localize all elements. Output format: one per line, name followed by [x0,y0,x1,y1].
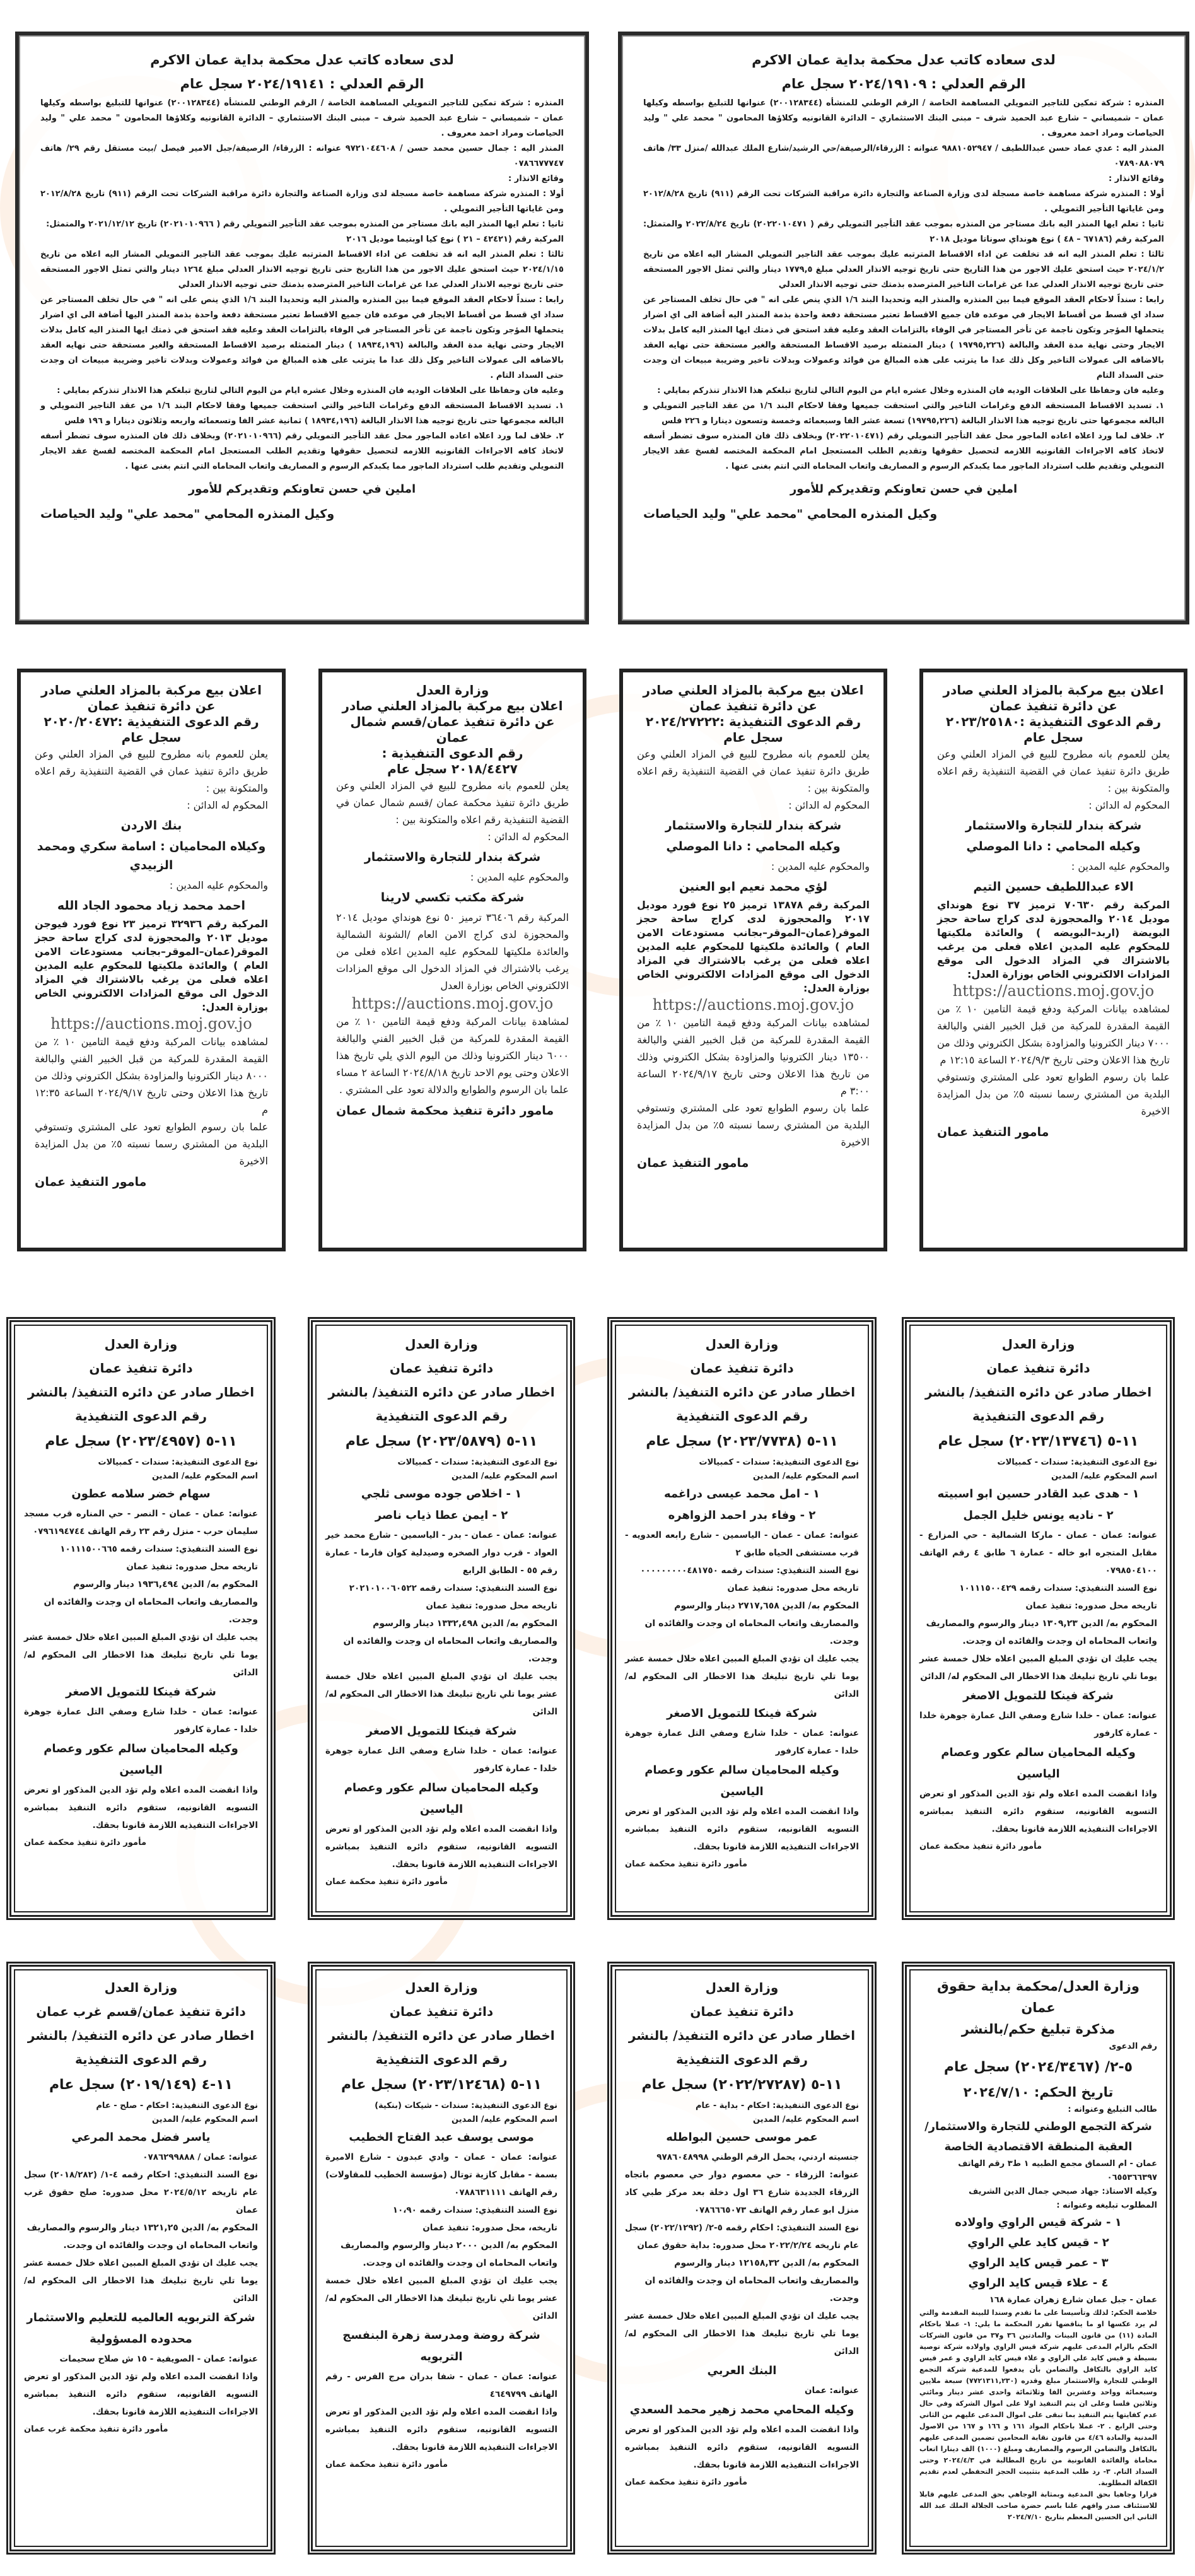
party-name: وكيله المحامي محمد زهير محمد السعدي [629,2403,854,2416]
notice-subheading: وكيله المحامي : دانا الموصلي [666,840,841,853]
auction-notice-25180 [919,669,1187,1251]
field-label: اسم المحكوم عليه/ المدين [753,2115,859,2124]
party-name: ٣ - عمر قيس كايد الراوي [968,2256,1109,2269]
judgment-amount: المحكوم به/ الدين ١٣٣٢,٤٩٨ دينار والرسوم والمصاريف واتعاب المحاماه ان وجدت والفائده ان وجدت. [343,1619,557,1664]
notice-paragraph: يعلن للعموم بانه مطروح للبيع في المزاد العلني وعن طريق دائرة تنفيذ محكمة عمان /قسم شمال عمان في القضية التنفيذية رقم اعلاه والمتكونة بين : [336,780,569,826]
execution-notice-12468 [308,1962,575,2555]
notice-paragraph: ثالثا : تعلم المنذر اليه انه قد تخلفت عن اداء الاقساط المترتبه عليك بموجب عقد التاجير التمويلي المشار اليه اعلاه من تاريخ ٢٠٢٤/١/٢ حيث استحق عليك الاجور من هذا التاريخ حتى تاريخ توجيه الانذار العدلي مبلغ ١٧٧٩,٥ دينار والتي تمثل الاجور المستحقه حتى تاريخ توجيه الانذار العدلي عدا عن غرامات التاخير المترصده بذمتك حتى توجيه الانذار العدلي [643,250,1164,290]
field-label: نوع الدعوى التنفيذية: احكام - بداية - عام [696,2101,859,2111]
notice-heading: دائرة تنفيذ عمان [986,1361,1090,1376]
auction-url-link[interactable]: https://auctions.moj.gov.jo [952,982,1155,1000]
auction-notice-27222 [619,669,887,1251]
notice-paragraph: يجب عليك ان تؤدي المبلغ المبين اعلاه خلال خمسة عشر يوما تلي تاريخ تبليغك هذا الاخطار الى المحكوم له/ الدائن [24,2258,258,2304]
notice-heading: وزارة العدل [104,1980,178,1995]
notice-subheading: وكيلاه المحاميان : اسامة سكري ومحمد الزبيدي [37,840,266,872]
notice-paragraph: عنوانه: عمان - خلدا شارع وصفي التل عمارة جوهرة خلدا - عمارة كارفور [919,1711,1157,1738]
notice-heading: رقم الدعوى التنفيذية [74,2052,207,2067]
notice-paragraph: عنوانه: عمان - الصويفية - ١٥ ش صلاح سحيمات [59,2354,258,2364]
party-name: ٢ - وفاء بدر احمد الزواهره [668,1509,816,1522]
execution-notice-27287 [607,1962,877,2555]
party-name: سهام خضر سلامه عطون [71,1487,211,1501]
notice-heading: اخطار صادر عن دائره التنفيذ/ بالنشر [628,2028,856,2043]
execution-notice-7738 [607,1317,877,1920]
party-name: ياسر فضل محمد المرعي [71,2131,211,2144]
party-name: ٤ - علاء قيس كايد الراوي [968,2276,1109,2290]
notice-heading: دائرة تنفيذ عمان [690,2004,794,2019]
notice-paragraph: واذا انقضت المده اعلاه ولم تؤد الدين المذكور او تعرض التسويه القانونيه، ستقوم دائره التنفيذ بمباشره الاجراءات التنفيذيه اللازمة قانونا بحقك. [625,2425,859,2470]
notice-heading: وزارة العدل/محكمة بداية حقوق عمان [937,1979,1140,2015]
party-name: شركة التربويه العالميه للتعليم والاستثمار محدوده المسؤولية [26,2311,255,2346]
notice-paragraph: يعلن للعموم بانه مطروح للبيع في المزاد العلني وعن طريق دائرة تنفيذ عمان في القضية التنفيذية رقم اعلاه والمتكونة بين : [637,748,870,794]
notice-heading: اخطار صادر عن دائره التنفيذ/ بالنشر [27,1385,255,1400]
notice-paragraph: واذا انقضت المده اعلاه ولم تؤد الدين المذكور او تعرض التسويه القانونيه، ستقوم دائره التنفيذ بمباشره الاجراءات التنفيذيه اللازمة قانونا بحقك. [24,1785,258,1830]
notice-heading: وزارة العدل [416,682,489,698]
notice-heading: رقم الدعوى التنفيذية : [382,746,523,761]
notice-heading: اعلان بيع مركبة بالمزاد العلني صادر عن دائرة تنفيذ عمان [41,682,262,713]
notice-paragraph: رابعا : سنداً لاحكام العقد الموقع فيما بين المنذره والمنذر اليه وتحديدا البند ١/٦ الذي ينص على انه " في حال تخلف المستاجر عن سداد اي قسط من أقساط الايجار في موعده فان جميع الاقساط تعتبر مستحقة دفعة واحدة بذمة المنذر اليه أضافة الى اي اضرار يتحملها المؤجر وتكون ناجمة عن تأخر المستاجر في الوفاء بالتزامات العقد وعليه فقد استحق في ذمتك ايها المنذر اليه كامل بدلات الايجار وحتى نهاية مدة العقد والبالغة (١٩٧٩٥,٢٢٦ ) دينار المتمثله برصيد الاقساط المستحقة والغير مستحقة حتى نهايه العقد بالاضافه الى عمولات التاخير وكل ذلك عدا ما يترتب على هذه المبالغ من فوائد وعمولات وبدلات تاخير وضريبة مبيعات ان وجدت حتى السداد التام [643,295,1164,380]
notice-paragraph: لمشاهده بيانات المركبة ودفع قيمة التامين ١٠ ٪ من القيمة المقدرة للمركبة من قبل الخبير الفني والبالغة ٧٠٠٠ دينار الكترونيا والمزاودة بشكل الكتروني وذلك من تاريخ هذا الاعلان وحتى تاريخ ٢٠٢٤/٩/٣ الساعة ١٢:١٥ م [937,1003,1170,1066]
notice-heading: رقم الدعوى التنفيذية :٢٠٢٤/٢٧٢٢٢ سجل عام [645,714,861,745]
execution-notice-149 [6,1962,276,2555]
notice-heading: وزارة العدل [705,1337,779,1352]
notice-paragraph: عنوانه: عمان [804,2386,859,2396]
party-name: ١ - امل محمد عيسى دراغمه [664,1487,820,1501]
party-label: المحكوم له الدائن : [487,831,569,843]
notice-subheading: الاء عبداللطيف حسين التيم [973,880,1134,894]
notice-paragraph: ٢. خلاف لما ورد اعلاه اعاده الماجور محل عقد التأجير التمويلي رقم (٢٠٢٢٠١٠٤٧١) وبخلاف ذلك فان المنذره سوف تضطر أسفه لاتخاذ كافه الاجراءات القانونيه اللازمه لتحصيل حقوقها وتقديم الطلب المستعجل امام المحكمة المختصه لفسخ عقد الايجار التمويلي وتقديم طلب استرداد الماجور مما يكبدكم الرسوم و المصاريف واتعاب المحاماه التي انتم بغنى عنها . [643,431,1164,471]
party-name: ١ - هدى عبد القادر حسين ابو اسبيته [937,1487,1140,1501]
notice-heading: رقم الدعوى التنفيذية :٢٠٢٣/٢٥١٨٠ سجل عام [945,714,1162,745]
judgment-summary: خلاصة الحكم: لذلك وتأسيسا على ما تقدم وسندا للبينة المقدمة والتي لم يرد عكسها او ما يناقضها تقرر المحكمة ما يلي: ١- عملا باحكام المادة (١١) من قانون البينات والمادتين ٣٦ و٣٧ من قانون الشركات الحكم بالزام المدعى عليهم شركة قيس الراوي واولاده شركة توصية بسيطة و قيس كايد علي الراوي و علاء قيس كايد الراوي و عمر قيس كايد الراوي بالتكافل والتضامن بأن يدفعوا للمدعية شركة التجمع الوطني للتجارة والاستثمار مبلغ وقدره (٧٧٢١٣١١,٢٣٠) سبعة ملايين وسبعمائة وواحد وعشرين الفا وثلاثمائة واحدى عشر دينار ومائتي وثلاثين فلسا وعلى ان يتم التنفيذ اولا على اموال الشركة وفي حال عدم كفايتها يتم التنفيذ بما تبقى على اموال المدعى عليهم من الثاني وحتى الرابع . ٢- عملا باحكام المواد ١٦١ و ١٦٦ و ١٦٧ من الاصول المدنية والمادة ٤/٤٦ من قانون نقابة المحامين تضمين المدعى عليهم بالتكافل والتضامن الرسوم والمصاريف ومبلغ (١٠٠٠) الف دينارا اتعاب محاماة والفائدة القانونية من تاريخ المطالبة في ٢٠٢٤/٤/٣ وحتى السداد التام. ٣- رد طلب المدعية بتثبيت الحجز التحفظي لعدم تقديم الكفالة المطلوبة. [919,2309,1158,2487]
notice-paragraph: واذا انقضت المده اعلاه ولم تؤد الدين المذكور او تعرض التسويه القانونيه، ستقوم دائره التنفيذ بمباشره الاجراءات التنفيذيه اللازمة قانونا بحقك. [919,1789,1157,1834]
signature-line: مأمور دائرة تنفيذ محكمة عمان [625,1859,747,1869]
notice-heading: وزارة العدل [104,1337,178,1352]
party-name: وكيله المحاميان سالم عكور وعصام الياسين [44,1742,238,1777]
notice-subheading: احمد محمد زياد محمود الجاد الله [57,899,246,913]
field-label: عمان - ام السماق مجمع الطبيه ١ ط٣ رقم الهاتف ٠٦٥٥٣٦٦٣٩٧ [958,2159,1157,2182]
notice-paragraph: أولا : المنذره شركة مساهمة خاصة مسجلة لدى وزارة الصناعة والتجارة دائرة مراقبة الشركات تحت الرقم (٩١١) تاريخ ٢٠١٢/٨/٢٨ ومن غاياتها التأجير التمويلي . [643,189,1165,214]
notice-paragraph: يجب عليك ان تؤدي المبلغ المبين اعلاه خلال خمسة عشر يوما تلي تاريخ تبليغك هذا الاخطار الى المحكوم له/ الدائن [325,2276,557,2321]
field-label: وكيله الاستاذ: جهاد صبحي جمال الدين الشريف [969,2187,1157,2196]
notice-heading: رقم الدعوى التنفيذية [675,2052,808,2067]
notice-paragraph: يعلن للعموم بانه مطروح للبيع في المزاد العلني وعن طريق دائرة تنفيذ عمان في القضية التنفيذية رقم اعلاه والمتكونة بين : [35,748,268,794]
auction-url-link[interactable]: https://auctions.moj.gov.jo [652,996,854,1014]
notice-subheading: ١١-٥ (٢٠٢٣/١٣٧٤٦) سجل عام [938,1434,1139,1449]
notice-paragraph: واذا انقضت المده اعلاه ولم تؤد الدين المذكور او تعرض التسويه القانونيه، ستقوم دائره التنفيذ بمباشره الاجراءات التنفيذيه اللازمة قانونا بحقك. [325,1824,557,1870]
notice-subheading: شركة مكتب تكسي لارينا [380,891,525,905]
notice-heading: اعلان بيع مركبة بالمزاد العلني صادر عن دائرة تنفيذ عمان [643,682,864,713]
notary-warning-notice-19109 [618,32,1189,624]
notice-paragraph: تاريخه محل صدوره: تنفيذ عمان [727,1583,859,1593]
field-label: رقم الدعوى [1109,2042,1157,2051]
notice-paragraph: المركبة رقم (٤٢٤٢١ – ٢١ ) نوع كيا اوبتيما موديل ٢٠١٦ [346,235,564,244]
vehicle-description: المركبة رقم ٣٢٩٣٦ ترميز ٢٣ نوع فورد فيوجن موديل ٢٠١٣ والمحجوزة لدى كراج ساحة حجز الموقر(عمان–الموقر–بجانب مستودعات الامن العام ) والعائدة ملكيتها للمحكوم عليه المدين اعلاه فعلى من يرغب بالاشتراك في المزاد الدخول الى موقع المزادات الالكتروني الخاص بوزارة العدل: [35,918,268,1013]
notice-paragraph: المنذر اليه : جمال حسين محمد حسن / ٩٧٢١٠٤٤٦٠٨ عنوانه : الزرقاء/ الرصيفة/جبل الامير فيصل /بيت مستقل رقم ٢٩/ هاتف ٠٧٨٦٦٧٧٧٤٧ [40,144,564,168]
party-label: المحكوم له الدائن : [187,799,268,811]
notice-paragraph: عنوانه: عمان - خلدا شارع وصفي التل عمارة جوهرة خلدا - عمارة كارفور [325,1746,557,1774]
field-label: اسم المحكوم عليه/ المدين [452,1472,557,1481]
notice-paragraph: وقائع الانذار : [508,174,564,184]
party-label: والمحكوم عليه المدين : [1071,860,1170,872]
notice-paragraph: ثالثا : تعلم المنذر اليه انه قد تخلفت عن اداء الاقساط المترتبه عليك بموجب عقد التاجير التمويلي المشار اليه اعلاه من تاريخ ٢٠٢٤/١/١٥ حيث استحق عليك الاجور من هذا التاريخ حتى تاريخ توجيه الانذار العدلي مبلغ ١٢٦٤ دينار والتي تمثل الاجور المستحقه حتى تاريخ توجيه الانذار العدلي عدا عن غرامات التاخير المترصده بذمتك حتى توجيه الانذار العدلي [40,250,564,290]
judgment-amount: المحكوم به/ الدين ١٩٣٦,٤٩٤ دينار والرسوم والمصاريف واتعاب المحاماه ان وجدت والفائده ان وجدت. [44,1579,258,1625]
notice-paragraph: عنوانه: عمان - عمان - بدر - الياسمين - شارع محمد خير العواد - قرب دوار الصخره وصيدلية كوان فارما - عمارة رقم ٥٥ - الطابق الرابع [325,1530,557,1576]
signature-line: مأمور دائرة تنفيذ محكمة عمان [325,1877,448,1887]
notice-paragraph: ثانيا : تعلم ايها المنذر اليه بانك مستاجر من المنذره بموجب عقد التأجير التمويلي رقم ( ٢٠٢٢٠١٠٤٧١) تاريخ ٢٠٢٢/٨/٢٤ والمتمثل: المركبة رقم (٦٧١٨٦ – ٤٨ ) نوع هونداي سوناتا موديل ٢٠١٨ [643,220,1164,244]
notice-paragraph: يجب عليك ان تؤدي المبلغ المبين اعلاه خلال خمسة عشر يوما تلي تاريخ تبليغك هذا الاخطار الى المحكوم له/ الدائن [625,1654,859,1699]
notice-heading: اخطار صادر عن دائره التنفيذ/ بالنشر [328,2028,555,2043]
signature-line: وكيل المنذره المحامي "محمد علي" وليد الحياصات [643,507,938,521]
party-label: المحكوم له الدائن : [1088,799,1170,811]
party-name: وكيله المحاميان سالم عكور وعصام الياسين [344,1781,539,1816]
notice-heading: وزارة العدل [705,1980,779,1995]
notice-heading: دائرة تنفيذ عمان [690,1361,794,1376]
notice-subheading: شركة بندار للتجارة والاستثمار [665,819,842,833]
field-label: نوع الدعوى التنفيذية: سندات - كمبيالات [997,1458,1157,1467]
notice-paragraph: علما بان رسوم الطوابع تعود على المشتري وتستوفي البلدية من المشتري رسما نسبته ٥٪ من بدل المزايدة الاخيرة [937,1071,1170,1117]
signature-line: مامور التنفيذ عمان [637,1156,749,1170]
vehicle-description: المركبة رقم ١٣٨٧٨ ترميز ٢٥ نوع فورد موديل ٢٠١٧ والمحجوزة لدى كراج ساحة حجز الموقر(عمان–الموقر–بجانب مستودعات الامن العام ) والعائدة ملكيتها للمحكوم عليه المدين اعلاه فعلى من يرغب بالاشتراك في المزاد الدخول الى موقع المزادات الالكتروني الخاص بوزارة العدل: [637,899,870,994]
notice-paragraph: يجب عليك ان تؤدي المبلغ المبين اعلاه خلال خمسة عشر يوما تلي تاريخ تبليغك هذا الاخطار الى المحكوم له/ الدائن [625,2311,859,2356]
notice-paragraph: عنوانه: عمان - عمان - الياسمين - شارع رابعه العدويه - قرب مستشفى الحياه طابق ٢ [625,1530,859,1558]
party-name: شركة روضة ومدرسة زهرة البنفسج التربويه [342,2329,540,2363]
notice-paragraph: يجب عليك ان تؤدي المبلغ المبين اعلاه خلال خمسة عشر يوما تلي تاريخ تبليغك هذا الاخطار الى المحكوم له/ الدائن [325,1671,557,1717]
party-label: والمحكوم عليه المدين : [169,879,268,891]
notice-heading: اعلان بيع مركبة بالمزاد العلني صادر عن دائرة تنفيذ عمان [943,682,1164,713]
signature-line: مامور التنفيذ عمان [937,1125,1049,1139]
notice-paragraph: يعلن للعموم بانه مطروح للبيع في المزاد العلني وعن طريق دائرة تنفيذ عمان في القضية التنفيذية رقم اعلاه والمتكونة بين : [937,748,1170,794]
notice-paragraph: نوع السند التنفيذي: احكام رقمه ٥-٢/ (٢٠٢٢/١٢٩٢) سجل عام تاريخه ٢٠٢٢/٢/٢٤ محل صدوره: بداية حقوق عمان [625,2223,859,2251]
notice-heading: لدى سعاده كاتب عدل محكمة بداية عمان الاكرم [752,52,1056,67]
field-label: اسم المحكوم عليه/ المدين [452,2115,557,2124]
notice-paragraph: واذا انقضت المده اعلاه ولم تؤد الدين المذكور او تعرض التسويه القانونيه، ستقوم دائره التنفيذ بمباشره الاجراءات التنفيذيه اللازمة قانونا بحقك. [325,2407,557,2452]
notice-paragraph: المنذره : شركة تمكين للتاجير التمويلي المساهمة الخاصة / الرقم الوطني للمنشأه (٢٠٠١٢٨٣٤٤) عنوانها للتبليغ بواسطه وكيلها عمان – شميساني – شارع عبد الحميد شرف – مبنى البنك الاستثماري – الدائرة القانونيه وكلاؤها المحامون " محمد علي " وليد الحياصات ومراد احمد معروف . [643,98,1164,138]
notice-paragraph: واذا انقضت المده اعلاه ولم تؤد الدين المذكور او تعرض التسويه القانونيه، ستقوم دائره التنفيذ بمباشره الاجراءات التنفيذيه اللازمة قانونا بحقك. [625,1806,859,1852]
notice-paragraph: نوع السند التنفيذي: سندات رقمه ٠٠٠٠٠٠٠٠٠٤٨١٧٥٠ [640,1566,859,1576]
notice-paragraph: رابعا : سنداً لاحكام العقد الموقع فيما بين المنذره والمنذر اليه وتحديدا البند ١/٦ الذي ينص على انه " في حال تخلف المستاجر عن سداد اي قسط من أقساط الايجار في موعده فان جميع الاقساط تعتبر مستحقة دفعة واحدة بذمة المنذر اليها أضافة الى اي اضرار يتحملها المؤجر وتكون ناجمة عن تأخر المستاجر في الوفاء بالتزامات العقد وعليه فقد استحق في ذمتك ايها المنذر اليه كامل بدلات الايجار وحتى نهاية مدة العقد والبالغة (١٨٩٣٤,١٩٦ ) دينار المتمثله برصيد الاقساط المستحقة والغير مستحقة حتى نهايه العقد بالاضافه الى عمولات التاخير وكل ذلك عدا ما يترتب على هذه المبالغ من فوائد وعمولات وبدلات تاخير وضريبة مبيعات ان وجدت حتى السداد التام . [40,295,564,380]
judgment-amount: المحكوم به/ الدين ٢٧١٧,٦٥٨ دينار والرسوم والمصاريف واتعاب المحاماه ان وجدت والفائده ان وجدت. [644,1601,859,1646]
notice-subheading: ١١-٤ (٢٠١٩/١٤٩) سجل عام [49,2077,233,2093]
field-label: طالب التبليغ وعنوانه : [1068,2105,1157,2114]
party-name: موسى يوسف عبد الفتاح الخطيب [349,2131,534,2144]
party-name: وكيله المحاميان سالم عكور وعصام الياسين [941,1746,1136,1781]
notice-heading: مذكرة تبليغ حكم/بالنشر [961,2022,1116,2037]
notice-heading: رقم الدعوى التنفيذية [375,1408,508,1424]
signature-line: وكيل المنذره المحامي "محمد علي" وليد الحياصات [40,507,335,521]
notice-paragraph: عنوانه: عمان / ٠٧٨٦٢٩٩٨٨٨ [143,2152,258,2162]
field-label: اسم المحكوم عليه/ المدين [152,1472,258,1481]
party-name: شركة فينكا للتمويل الاصغر [366,1724,517,1738]
notice-paragraph: عنوانه: عمان - عمان - النصر - حي المناره قرب مسجد سليمان حرب - منزل رقم ٢٣ رقم الهاتف ٠٧٩٦١٩٤٧٤٤ [24,1509,258,1537]
notice-subheading: ١١-٥ (٢٠٢٢/٢٧٢٨٧) سجل عام [641,2077,842,2093]
notice-paragraph: لمشاهده بيانات المركبة ودفع قيمة التامين ١٠ ٪ من القيمة المقدرة للمركبة من قبل الخبير الفني والبالغة ١٣٥٠٠ دينار الكترونيا والمزاودة بشكل الكتروني وذلك من تاريخ هذا الاعلان وحتى تاريخ ٢٠٢٤/٩/١٧ الساعة ٣:٠٠ م [637,1017,870,1097]
notice-subheading: ١١-٥ (٢٠٢٣/١٢٤٦٨) سجل عام [341,2077,542,2093]
notice-paragraph: نوع السند التنفيذي: احكام رقمه ٤-١/ (٢٠١٨/٢٨٢) سجل عام تاريخه ٢٠٢٤/٥/١٢ محل صدوره: صلح حقوق غرب عمان [24,2170,259,2215]
notice-paragraph: وقائع الانذار : [1109,174,1164,184]
field-label: اسم المحكوم عليه/ المدين [1051,1472,1157,1481]
judgment-amount: المحكوم به/ الدين ١٢١٥٨,٣٢ دينار والرسوم والمصاريف واتعاب المحاماه ان وجدت والفائده ان وجدت. [644,2258,859,2304]
notice-paragraph: لمشاهده بيانات المركبة ودفع قيمة التامين ١٠ ٪ من القيمة المقدرة للمركبة من قبل الخبير الفني والبالغة ٨٠٠٠ دينار الكترونيا والمزاودة بشكل الكتروني وذلك من تاريخ هذا الاعلان وحتى تاريخ ٢٠٢٤/٩/١٧ الساعة ١٢:٣٥ م [35,1036,269,1116]
notice-paragraph: علما بان رسوم الطوابع تعود على المشتري وتستوفي البلدية من المشتري رسما نسبته ٥٪ من بدل المزايدة الاخيرة [637,1102,870,1148]
party-name: شركة التجمع الوطني للتجارة والاستثمار/ العقبة المنطقة الاقتصادية الخاصة [924,2120,1152,2153]
judgment-summary: قرارا وجاهيا بحق المدعية وبمثابة الوجاهي بحق المدعى عليهم قابلا للاستئناف صدر وافهم علنا باسم حضرة صاحب الجلالة الملك عبد الله الثاني ابن الحسين المعظم بتاريخ ٢٠٢٤/٧/١٠ [919,2490,1157,2521]
auction-url-link[interactable]: https://auctions.moj.gov.jo [351,995,554,1012]
signature-line: مأمور دائرة تنفيذ محكمة غرب عمان [24,2425,168,2434]
notice-heading: اخطار صادر عن دائره التنفيذ/ بالنشر [328,1385,555,1400]
notice-heading: وزارة العدل [405,1337,478,1352]
notice-subheading: شركة بندار للتجارة والاستثمار [965,819,1142,833]
judgment-amount: المحكوم به/ الدين ٢٠٠٠ دينار والرسوم والمصاريف واتعاب المحاماه ان وجدت والفائده ان وجدت. [341,2240,557,2268]
party-name: شركة فينكا للتمويل الاصغر [963,1689,1114,1702]
notice-heading: دائرة تنفيذ عمان [89,1361,193,1376]
notice-paragraph: ١. تسديد الاقساط المستحقه الدفع وغرامات التاخير والتي استحقت جميعها وفقا لاحكام البند ١/٦ من عقد التاجير التمويلي و البالغه مجموعها حتى تاريخ توجيه هذا الانذار البالغة (١٩٧٩٥,٢٢٦) تسعة عشر الفا وسبعمائه وخمسة وتسعون دينارا و ٢٢٦ فلس [643,401,1164,426]
notice-heading: رقم الدعوى التنفيذية [74,1408,207,1424]
party-name: عمر موسى حسين البواطله [666,2131,818,2144]
notice-subheading: ٥-٢/ (٢٠٢٤/٣٤٦٧) سجل عام [943,2059,1133,2075]
signature-line: مأمور دائرة تنفيذ محكمة عمان [325,2460,448,2469]
party-label: والمحكوم عليه المدين : [771,860,870,872]
notice-paragraph: عنوانه: الزرقاء - حي معصوم دوار حي معصوم باتجاه الزرقاء الجديدة شارع ٣٦ اول دخلة بعد مركز طبي كاد منزل ابو عمار رقم الهاتف ٠٧٨٦٦٦٥٠٧٣ [625,2170,859,2215]
notice-heading: اعلان بيع مركبة بالمزاد العلني صادر عن دائرة تنفيذ عمان/قسم شمال عمان [342,698,563,745]
party-label: المحكوم له الدائن : [788,799,870,811]
field-label: عمان - جبل عمان شارع زهران عمارة ١٦٨ [989,2295,1157,2305]
notice-heading: اخطار صادر عن دائره التنفيذ/ بالنشر [27,2028,255,2043]
notice-paragraph: يجب عليك ان تؤدي المبلغ المبين اعلاه خلال خمسة عشر يوما تلي تاريخ تبليغك هذا الاخطار الى المحكوم له/ الدائن [24,1632,258,1678]
auction-notice-20472 [17,669,286,1251]
execution-notice-13746 [902,1317,1175,1920]
notice-subheading: لؤي محمد نعيم ابو العنين [679,880,828,894]
notice-paragraph: عنوانه: عمان - خلدا شارع وصفي التل عمارة جوهرة خلدا - عمارة كارفور [24,1707,258,1735]
field-label: نوع الدعوى التنفيذية: سندات - كمبيالات [699,1458,859,1467]
notice-paragraph: عنوانه: عمان - عمان - ماركا الشمالية - حي المزارع - مقابل المتجره ابو خاله - عمارة ٦ طابق ٤ رقم الهاتف ٠٧٩٨٥٠٤١٠٠ [919,1530,1157,1576]
notice-paragraph: يجب عليك ان تؤدي المبلغ المبين اعلاه خلال خمسة عشر يوما تلي تاريخ تبليغك هذا الاخطار الى المحكوم له/ الدائن [919,1654,1157,1682]
notice-paragraph: عنوانه: عمان - خلدا شارع وصفي التل عمارة جوهرة خلدا - عمارة كارفور [625,1728,859,1756]
notice-subheading: ١١-٥ (٢٠٢٣/٥٨٧٩) سجل عام [345,1434,538,1449]
party-name: البنك العربي [707,2364,777,2377]
notice-paragraph: نوع السند التنفيذي: سندات رقمه ١٠١١١٥٠٠٦٦٥ [60,1544,258,1554]
party-label: والمحكوم عليه المدين : [470,871,569,883]
notice-paragraph: تاريخه محل صدوره: تنفيذ عمان [1025,1601,1157,1611]
notice-heading: اخطار صادر عن دائره التنفيذ/ بالنشر [924,1385,1152,1400]
notice-paragraph: وعليه فان وحفاظا على العلاقات الوديه فان المنذره وخلال عشره ايام من اليوم التالي لتاريخ تبلغكم هذا الانذار تنذركم بمايلي : [57,386,564,395]
field-label: نوع الدعوى التنفيذية: سندات - كمبيالات [397,1458,557,1467]
execution-notice-5879 [308,1317,575,1920]
closing-line: املين في حسن تعاونكم وتقديركم للأمور [790,483,1018,496]
vehicle-description: المركبة رقم ٧٠٦٣٠ ترميز ٣٧ نوع هونداي موديل ٢٠١٤ والمحجوزة لدى كراج ساحة حجز البويضة (اربد–البويضه ) والعائدة ملكيتها للمحكوم عليه المدين اعلاه فعلى من يرغب بالاشتراك في المزاد الدخول الى موقع المزادات الالكتروني الخاص بوزارة العدل: [937,899,1170,980]
notice-paragraph: ٢. خلاف لما ورد اعلاه اعاده الماجور محل عقد التأجير التمويلي رقم (٢٠٢١٠١٠٩٦٦) وبخلاف ذلك فان المنذره سوف تضطر أسفه لاتخاذ كافه الاجراءات القانونيه اللازمه لتحصيل حقوقها وتقديم الطلب المستعجل امام المحكمة المختصه لفسخ عقد الايجار التمويلي وتقديم طلب استرداد الماجور مما يكبدكم الرسوم و المصاريف واتعاب المحاماه التي انتم بغنى عنها . [40,431,564,471]
notice-paragraph: نوع السند التنفيذي: سندات رقمه ١٠،٩٠ [392,2205,557,2215]
notice-heading: ٢٠١٨/٤٤٢٧ سجل عام [387,761,518,776]
notice-paragraph: المنذر اليه : عدي عماد حسن عبداللطيف / ٩٨٨١٠٥٢٩٤٧ عنوانه : الزرقاء/الرصيفة/حي الرشيد/شارع الملك عبدالله /منزل ٣٣/ هاتف ٠٧٨٩٠٨٨٠٧٩ [643,144,1164,168]
notice-heading: وزارة العدل [405,1980,478,1995]
notice-heading: دائرة تنفيذ عمان [389,2004,494,2019]
notice-heading: تاريخ الحكم: ٢٠٢٤/٧/١٠ [963,2085,1114,2100]
notice-paragraph: تاريخه محل صدوره: تنفيذ عمان [426,1601,557,1611]
closing-line: املين في حسن تعاونكم وتقديركم للأمور [188,483,416,496]
notice-paragraph: واذا انقضت المده اعلاه ولم تؤد الدين المذكور او تعرض التسويه القانونيه، ستقوم دائره التنفيذ بمباشره الاجراءات التنفيذيه اللازمة قانونا بحقك. [24,2372,258,2417]
notice-heading: الرقم العدلي : ٢٠٢٤/١٩١٠٩ سجل عام [781,76,1026,91]
signature-line: مأمور دائرة تنفيذ محكمة عمان [24,1838,146,1847]
notice-paragraph: نوع السند التنفيذي: سندات رقمه ١٠١١١٥٠٠٤٢٩ [959,1583,1157,1593]
signature-line: مامور دائرة تنفيذ محكمة شمال عمان [336,1104,554,1118]
notice-paragraph: لمشاهدة بيانات المركبة ودفع قيمة التامين ١٠ ٪ من القيمة المقدرة للمركبة من قبل الخبير الفني والبالغة ٦٠٠٠ دينار الكترونيا وذلك من اليوم الذي يلي تاريخ هذا الاعلان وحتى يوم الاحد تاريخ ٢٠٢٤/٨/١٨ الساعة ٢ مساء علما بان الرسوم والطوابع والدلالة تعود على المشتري . [336,1016,569,1096]
notice-subheading: شركة بندار للتجارة والاستثمار [364,850,541,864]
field-label: نوع الدعوى التنفيذية: سندات - شيكات (بنكية) [375,2101,557,2111]
notice-paragraph: المنذره : شركة تمكين للتاجير التمويلي المساهمة الخاصة / الرقم الوطني للمنشأه (٢٠٠١٢٨٣٤٤) عنوانها للتبليغ بواسطه وكيلها عمان – شميساني – شارع عبد الحميد شرف – مبنى البنك الاستثماري – الدائرة القانونيه وكلاؤها المحامون " محمد علي " وليد الحياصات ومراد احمد معروف . [40,98,564,138]
notice-heading: رقم الدعوى التنفيذية :٢٠٢٠/٢٠٤٧٢ سجل عام [44,714,259,745]
notary-warning-notice-19141 [15,32,589,624]
notice-paragraph: ثانيا : تعلم ايها المنذر اليه بانك مستاجر من المنذره بموجب عقد التأجير التمويلي رقم ( ٢٠٢١٠١٠٩٦٦) تاريخ ٢٠٢١/١٢/١٢ والمتمثل: [46,220,564,229]
notice-heading: رقم الدعوى التنفيذية [675,1408,808,1424]
notice-paragraph: المركبة رقم ٣٦٤٠٦ ترميز ٥٠ نوع هونداي موديل ٢٠١٤ والمحجوزة لدى كراج الامن العام /الشونة الشمالية والعائدة ملكيتها للمحكوم عليه المدين اعلاه فعلى من يرغب بالاشتراك في المزاد الدخول الى موقع المزادات الالكتروني الخاص بوزارة العدل [336,911,569,992]
notice-subheading: بنك الاردن [120,819,182,833]
notice-paragraph: أولا : المنذره شركة مساهمة خاصة مسجلة لدى وزارة الصناعة والتجارة دائرة مراقبة الشركات تحت الرقم (٩١١) تاريخ ٢٠١٢/٨/٢٨ ومن غاياتها التأجير التمويلي . [40,189,564,214]
notice-heading: دائرة تنفيذ عمان/قسم غرب عمان [36,2004,246,2019]
notice-heading: الرقم العدلي : ٢٠٢٤/١٩١٤١ سجل عام [180,76,424,91]
notice-paragraph: وعليه فان وحفاظا على العلاقات الوديه فان المنذره وخلال عشره ايام من اليوم التالي لتاريخ تبلغكم هذا الانذار تنذركم بمايلي : [657,386,1164,395]
notice-heading: رقم الدعوى التنفيذية [972,1408,1105,1424]
notice-subheading: وكيله المحامي : دانا الموصلي [966,840,1141,853]
notice-paragraph: علما بان رسوم الطوابع تعود على المشتري وتستوفي البلدية من المشتري رسما نسبته ٥٪ من بدل المزايدة الاخيرة [35,1121,269,1167]
notice-heading: اخطار صادر عن دائره التنفيذ/ بالنشر [628,1385,856,1400]
judgment-notification-3467 [902,1962,1175,2555]
signature-line: مأمور دائرة تنفيذ محكمة عمان [625,2478,747,2487]
notice-subheading: ١١-٥ (٢٠٢٣/٤٩٥٧) سجل عام [45,1434,237,1449]
notice-paragraph: ١. تسديد الاقساط المستحقه الدفع وغرامات التاخير والتي استحقت جميعها وفقا لاحكام البند ١/٦ من عقد التاجير التمويلي و البالغه مجموعها حتى تاريخ توجيه هذا الانذار البالغة (١٨٩٣٤,١٩٦ ) ثمانية عشر الفا وتسعمائه واربعه وثلاثون دينارا و ١٩٦ فلس [40,401,564,426]
notice-paragraph: تاريخه، محل صدوره: تنفيذ عمان [423,2223,557,2233]
party-name: ١ - شركة قيس الراوي واولاده [955,2216,1122,2229]
party-name: ١ - اخلاص جوده موسى ثلجي [361,1487,522,1501]
notice-subheading: ١١-٥ (٢٠٢٣/٧٧٣٨) سجل عام [646,1434,838,1449]
notice-heading: رقم الدعوى التنفيذية [375,2052,508,2067]
party-name: ٢ - ايمن عطا ذياب ناصر [375,1509,508,1522]
party-name: شركة فينكا للتمويل الاصغر [667,1707,817,1720]
notice-heading: لدى سعاده كاتب عدل محكمة بداية عمان الاكرم [150,52,454,67]
signature-line: مأمور دائرة تنفيذ محكمة عمان [919,1842,1042,1851]
party-name: ٢ - قيس كايد علي الراوي [967,2236,1109,2249]
field-label: اسم المحكوم عليه/ المدين [753,1472,859,1481]
auction-url-link[interactable]: https://auctions.moj.gov.jo [50,1015,252,1033]
party-name: شركة فينكا للتمويل الاصغر [66,1685,216,1699]
judgment-amount: المحكوم به/ الدين ١٣٢١,٢٥ دينار والرسوم والمصاريف واتعاب المحاماه ان وجدت والفائده ان وجدت. [26,2223,258,2251]
execution-notice-4957 [6,1317,276,1920]
signature-line: مامور التنفيذ عمان [35,1175,147,1189]
notice-heading: وزارة العدل [1001,1337,1075,1352]
notice-paragraph: عنوانه: عمان - عمان - وادي عبدون - شارع الاميرة بسمة - مقابل كازية توتال (مؤسسة الخطيب للمقاولات) رقم الهاتف ٠٧٨٨٦٣١١١١ [325,2152,557,2198]
party-name: وكيله المحاميان سالم عكور وعصام الياسين [644,1764,839,1798]
field-label: نوع الدعوى التنفيذية: احكام - صلح - عام [96,2101,258,2111]
notice-paragraph: جنسيته اردني، يحمل الرقم الوطني ٩٧٨٦٠٤٨٩٩٨ [656,2152,859,2162]
notice-paragraph: تاريخه محل صدوره: تنفيذ عمان [126,1562,258,1572]
party-name: ٢ - ناديه يونس خليل الجمل [963,1509,1114,1522]
notice-paragraph: عنوانه: عمان - عمان - شفا بدران مرج الفرس - رقم الهاتف ٤٦٤٩٧٩٩ [325,2372,557,2399]
field-label: اسم المحكوم عليه/ المدين [152,2115,258,2124]
notice-paragraph: نوع السند التنفيذي: سندات رقمه ٢٠٢١٠١٠٠٦٠٥٢٢ [349,1583,557,1593]
field-label: المطلوب تبليغه وعنوانه : [1056,2201,1157,2210]
field-label: نوع الدعوى التنفيذية: سندات - كمبيالات [98,1458,258,1467]
notice-heading: دائرة تنفيذ عمان [389,1361,494,1376]
judgment-amount: المحكوم به/ الدين ١٣٠٩,٢٣ دينار والرسوم والمصاريف واتعاب المحاماه ان وجدت والفائده ان وجدت. [926,1619,1157,1646]
auction-notice-4427 [318,669,586,1251]
